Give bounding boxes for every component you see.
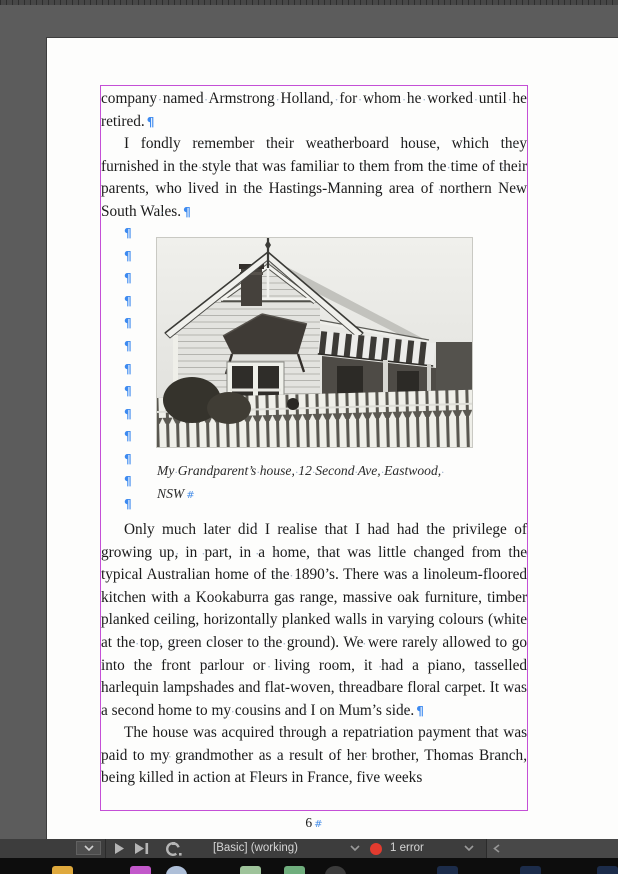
space-mark [390,158,394,175]
pilcrow-mark: ¶ [146,114,155,129]
space-mark [159,679,163,696]
space-mark [398,634,403,651]
space-mark [419,566,424,583]
space-mark [204,90,209,107]
space-mark [357,90,363,107]
space-mark [188,724,193,741]
pilcrow-mark: ¶ [124,451,132,466]
space-mark [478,158,482,175]
body-paragraph[interactable]: The · house · was · acquired · through · a· repatriation · payment · that · was paid · to · my· grandmother · as · a · result · of · her · brother,· Thomas · Branch, being · killed · in · action · at· Fleurs · in · France, · five · weeks [101,722,527,790]
space-mark [178,589,183,606]
chevron-down-icon[interactable] [350,845,360,851]
space-mark [143,566,147,583]
end-of-story-mark: # [186,489,195,501]
space-mark [471,724,476,741]
space-mark [390,521,397,538]
space-mark [407,566,412,583]
space-mark [246,769,250,786]
space-mark [192,702,196,719]
space-mark [317,521,324,538]
space-mark [125,657,134,674]
space-mark [363,634,368,651]
space-mark [360,521,367,538]
space-mark [286,158,290,175]
space-mark [174,463,177,478]
space-mark [303,769,307,786]
pilcrow-mark: ¶ [124,293,132,308]
space-mark [482,589,487,606]
space-mark [253,747,258,764]
space-mark [445,521,452,538]
space-mark [339,158,343,175]
space-mark [234,679,238,696]
space-mark [256,463,259,478]
space-mark [145,747,150,764]
space-mark [419,521,426,538]
taskbar-icon-magenta[interactable] [130,866,151,874]
space-mark [401,90,407,107]
space-mark [152,544,159,561]
space-mark [434,180,440,197]
space-mark [355,158,359,175]
page-number-folio [100,815,528,831]
space-mark [406,544,413,561]
anchored-image-block [101,223,527,519]
taskbar-icon-green[interactable] [240,866,261,874]
taskbar-icon-navy2[interactable] [520,866,541,874]
space-mark [170,747,175,764]
space-mark [249,566,254,583]
space-mark [159,158,163,175]
space-mark [155,521,162,538]
space-mark [381,463,384,478]
space-mark [270,521,277,538]
space-mark [294,135,306,152]
pilcrow-mark: ¶ [416,703,424,718]
pilcrow-mark: ¶ [124,316,132,331]
space-mark [137,203,141,220]
space-mark [337,589,342,606]
space-mark [403,679,407,696]
space-mark [316,702,320,719]
space-mark [295,463,298,478]
body-paragraph[interactable]: Only · much · later · did · I · realise · that · I · had · had · the · privilege · of growing · up,· in · part, · in · a · home, · that · was · little· changed · from · the typical · Australian · home · of · the · 1890’s. · There · was · a · linoleum-floored kitchen · with · a · Kookaburra · gas · range,· massive · oak · furniture, · timber planked· ceiling, · horizontally · planked · walls · in · varying · colours · (white at · the · top, · green· closer · to · the · ground). · We · were · rarely· allowed · to · go into · the · front · parlour · or· living · room, · it · had · a · piano, · tasselled harlequin · lampshades · and · flat-woven, · threadbare· floral · carpet. · It · was a · second · home · to· my · cousins · and · I · on · Mum’s · side. ¶ [101,519,527,722]
space-mark [355,657,364,674]
space-mark [491,634,496,651]
space-mark [382,180,388,197]
empty-paragraph-marks [124,226,132,519]
space-mark [438,634,443,651]
preflight-statusbar [0,839,618,858]
space-mark [414,180,420,197]
taskbar-icon-navy3[interactable] [597,866,618,874]
space-mark [265,544,272,561]
body-paragraph[interactable]: company · named · Armstrong · Holland, · for · whom · he · worked · until · he retired. ¶ [101,88,527,133]
space-mark [266,566,271,583]
space-mark [135,769,139,786]
space-mark [271,747,276,764]
play-icon[interactable] [113,842,125,855]
chevron-down-icon [84,845,94,851]
space-mark [335,679,339,696]
space-mark [507,521,514,538]
space-mark [231,702,235,719]
taskbar [0,858,618,874]
space-mark [466,657,475,674]
space-mark [257,521,264,538]
taskbar-icon-sphere[interactable] [325,866,346,874]
space-mark [464,544,471,561]
space-mark [210,566,215,583]
space-mark [182,180,188,197]
space-mark [243,634,248,651]
preflight-profile-label[interactable]: [Basic] (working) [213,842,298,854]
space-mark [389,135,401,152]
space-mark [366,747,371,764]
space-mark [353,769,357,786]
taskbar-icon-yellow[interactable] [52,866,73,874]
space-mark [440,135,452,152]
space-mark [189,769,193,786]
space-mark [424,158,428,175]
space-mark [367,611,371,628]
space-mark [507,90,513,107]
space-mark [499,724,504,741]
pilcrow-mark: ¶ [124,384,132,399]
play-to-end-icon[interactable] [134,842,150,855]
space-mark [499,679,503,696]
space-mark [175,158,179,175]
space-mark [251,544,258,561]
space-mark [266,657,275,674]
space-mark [275,90,281,107]
space-mark [196,521,203,538]
space-mark [129,135,141,152]
space-mark [274,724,279,741]
space-mark [108,702,112,719]
space-mark [338,724,343,741]
space-mark [339,634,343,651]
space-mark [501,544,508,561]
end-of-story-mark: # [314,819,323,830]
space-mark [127,747,132,764]
space-mark [307,702,311,719]
statusbar-expand-button[interactable] [76,841,101,855]
space-mark [474,747,479,764]
space-mark [382,702,386,719]
space-mark [484,611,488,628]
space-mark [232,544,239,561]
space-mark [419,747,424,764]
space-mark [231,769,235,786]
space-mark [340,544,347,561]
space-mark [334,90,340,107]
space-mark [403,657,412,674]
pasteboard [0,5,618,839]
space-mark [323,747,328,764]
space-mark [371,544,378,561]
photo-caption[interactable]: My · Grandparent’s · house, · 12 · Second· Ave, · Eastwood, NSW # [157,460,457,507]
space-mark [392,589,397,606]
space-mark [259,634,264,651]
space-mark [310,657,319,674]
pilcrow-mark: ¶ [124,406,132,421]
space-mark [335,702,339,719]
pilcrow-mark: ¶ [124,474,132,489]
space-mark [181,135,193,152]
space-mark [152,657,161,674]
space-mark [492,180,498,197]
space-mark [310,544,317,561]
space-mark [281,702,285,719]
space-mark [372,657,381,674]
space-mark [146,589,151,606]
space-mark [219,180,225,197]
photo-with-caption [157,238,472,507]
space-mark [135,634,140,651]
error-status-dot [370,843,382,855]
space-mark [312,463,315,478]
pilcrow-mark: ¶ [124,226,132,241]
space-mark [495,158,499,175]
space-mark [486,679,490,696]
space-mark [237,180,243,197]
space-mark [383,611,387,628]
space-mark [413,724,418,741]
space-mark [339,566,343,583]
space-mark [157,90,163,107]
space-mark [348,521,355,538]
space-mark [231,158,235,175]
space-mark [440,679,444,696]
space-mark [149,611,153,628]
space-mark [421,90,427,107]
taskbar-icon-blue[interactable] [166,866,187,874]
space-mark [217,724,222,741]
space-mark [191,657,200,674]
preflight-gauge-icon[interactable] [164,841,184,857]
main-text-frame[interactable] [100,85,528,811]
taskbar-icon-navy1[interactable] [437,866,458,874]
space-mark [244,657,253,674]
space-mark [419,657,428,674]
pilcrow-mark: ¶ [124,339,132,354]
space-mark [434,611,438,628]
space-mark [330,611,334,628]
space-mark [379,566,384,583]
space-mark [197,544,204,561]
space-mark [473,90,479,107]
horizontal-scrollbar[interactable] [487,839,618,858]
space-mark [112,634,117,651]
pilcrow-mark: ¶ [124,361,132,376]
scroll-left-icon[interactable] [493,844,500,853]
space-mark [260,679,264,696]
space-mark [290,566,295,583]
space-mark [208,702,212,719]
space-mark [419,589,424,606]
space-mark [258,158,262,175]
space-mark [282,634,287,651]
space-mark [489,135,501,152]
error-count-label[interactable]: 1 error [390,842,424,854]
space-mark [294,589,299,606]
pilcrow-mark: ¶ [183,204,191,219]
space-mark [327,724,332,741]
space-mark [284,747,289,764]
page-number: 6 [305,815,313,830]
space-mark [269,589,274,606]
space-mark [254,135,266,152]
space-mark [198,158,202,175]
body-paragraph[interactable]: I · fondly · remember · their · weatherboard· house, · which · they furnished · in · the · style· that · was · familiar · to · them · from · the· time · of · their parents, · who · lived · in · the· Hastings-Manning · area · of · northern · New South· Wales. ¶ [101,133,527,223]
space-mark [231,521,238,538]
chevron-down-icon[interactable] [464,845,474,851]
house-photo[interactable] [157,238,472,447]
space-mark [446,158,450,175]
space-mark [174,769,178,786]
pilcrow-mark: ¶ [124,271,132,286]
space-mark [154,702,158,719]
space-mark [380,769,384,786]
space-mark [148,724,153,741]
space-mark [202,634,207,651]
space-mark [163,634,168,651]
space-mark [278,611,282,628]
space-mark [262,180,268,197]
pilcrow-mark: ¶ [124,248,132,263]
space-mark [341,747,346,764]
pilcrow-mark: ¶ [124,496,132,511]
pilcrow-mark: ¶ [124,429,132,444]
space-mark [507,634,512,651]
space-mark [199,611,203,628]
document-page [46,37,618,845]
space-mark [288,769,292,786]
statusbar-divider [105,839,106,858]
space-mark [191,589,196,606]
taskbar-icon-picture[interactable] [284,866,305,874]
space-mark [149,180,155,197]
space-mark [178,544,185,561]
space-mark [355,463,358,478]
